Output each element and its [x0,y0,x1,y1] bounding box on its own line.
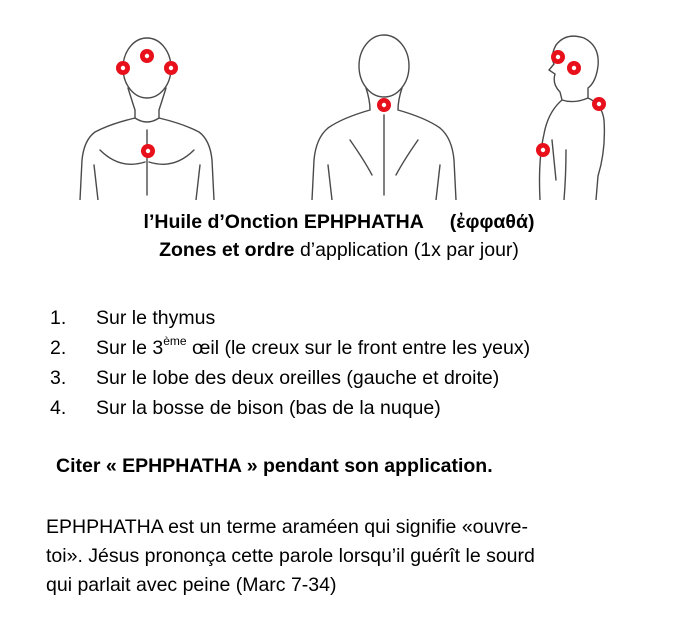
marker-side-forehead [551,50,565,64]
back-figure [312,35,456,200]
title-greek: (ἐφφαθά) [449,211,535,233]
marker-side-thymus [536,143,550,157]
step-text: Sur le lobe des deux oreilles (gauche et droite) [96,367,500,389]
title-main: l’Huile d’Onction EPHPHATHA [143,211,424,233]
step-superscript: ème [163,333,187,348]
anatomy-figures-svg [0,0,678,200]
step-text: Sur le thymus [96,307,216,329]
ephphatha-note [46,513,646,600]
marker-side-ear [567,61,581,75]
step-item [50,393,660,423]
heading [0,208,678,264]
step-number: 4. [50,397,67,419]
note-line: qui parlait avec peine (Marc 7-34) [46,574,337,596]
marker-nape [377,98,391,112]
step-item [50,303,660,333]
application-steps [50,303,660,423]
step-text-after: œil (le creux sur le front entre les yeux) [186,337,531,359]
step-number: 1. [50,307,67,329]
subtitle-rest: d’application (1x par jour) [294,239,519,261]
note-line: EPHPHATHA est un terme araméen qui signifie «ouvre- [46,516,528,538]
step-number: 2. [50,337,67,359]
marker-side-nape [592,97,606,111]
marker-thymus [141,144,155,158]
step-text: Sur la bosse de bison (bas de la nuque) [96,397,441,419]
step-item [50,363,660,393]
step-number: 3. [50,367,67,389]
marker-left-ear [116,61,130,75]
step-text-before: Sur le 3 [96,337,164,359]
marker-right-ear [164,61,178,75]
marker-third-eye [140,49,154,63]
side-figure [540,36,605,200]
page-subtitle [0,236,678,264]
page-title [0,208,678,236]
application-points [116,49,606,158]
step-text [96,333,530,363]
step-item [50,333,660,363]
note-line: toi». Jésus prononça cette parole lorsqu’il guérît le sourd [46,545,535,567]
subtitle-bold: Zones et ordre [159,239,295,261]
cite-instruction: Citer « EPHPHATHA » pendant son application. [56,455,493,477]
body-illustrations [0,0,678,200]
